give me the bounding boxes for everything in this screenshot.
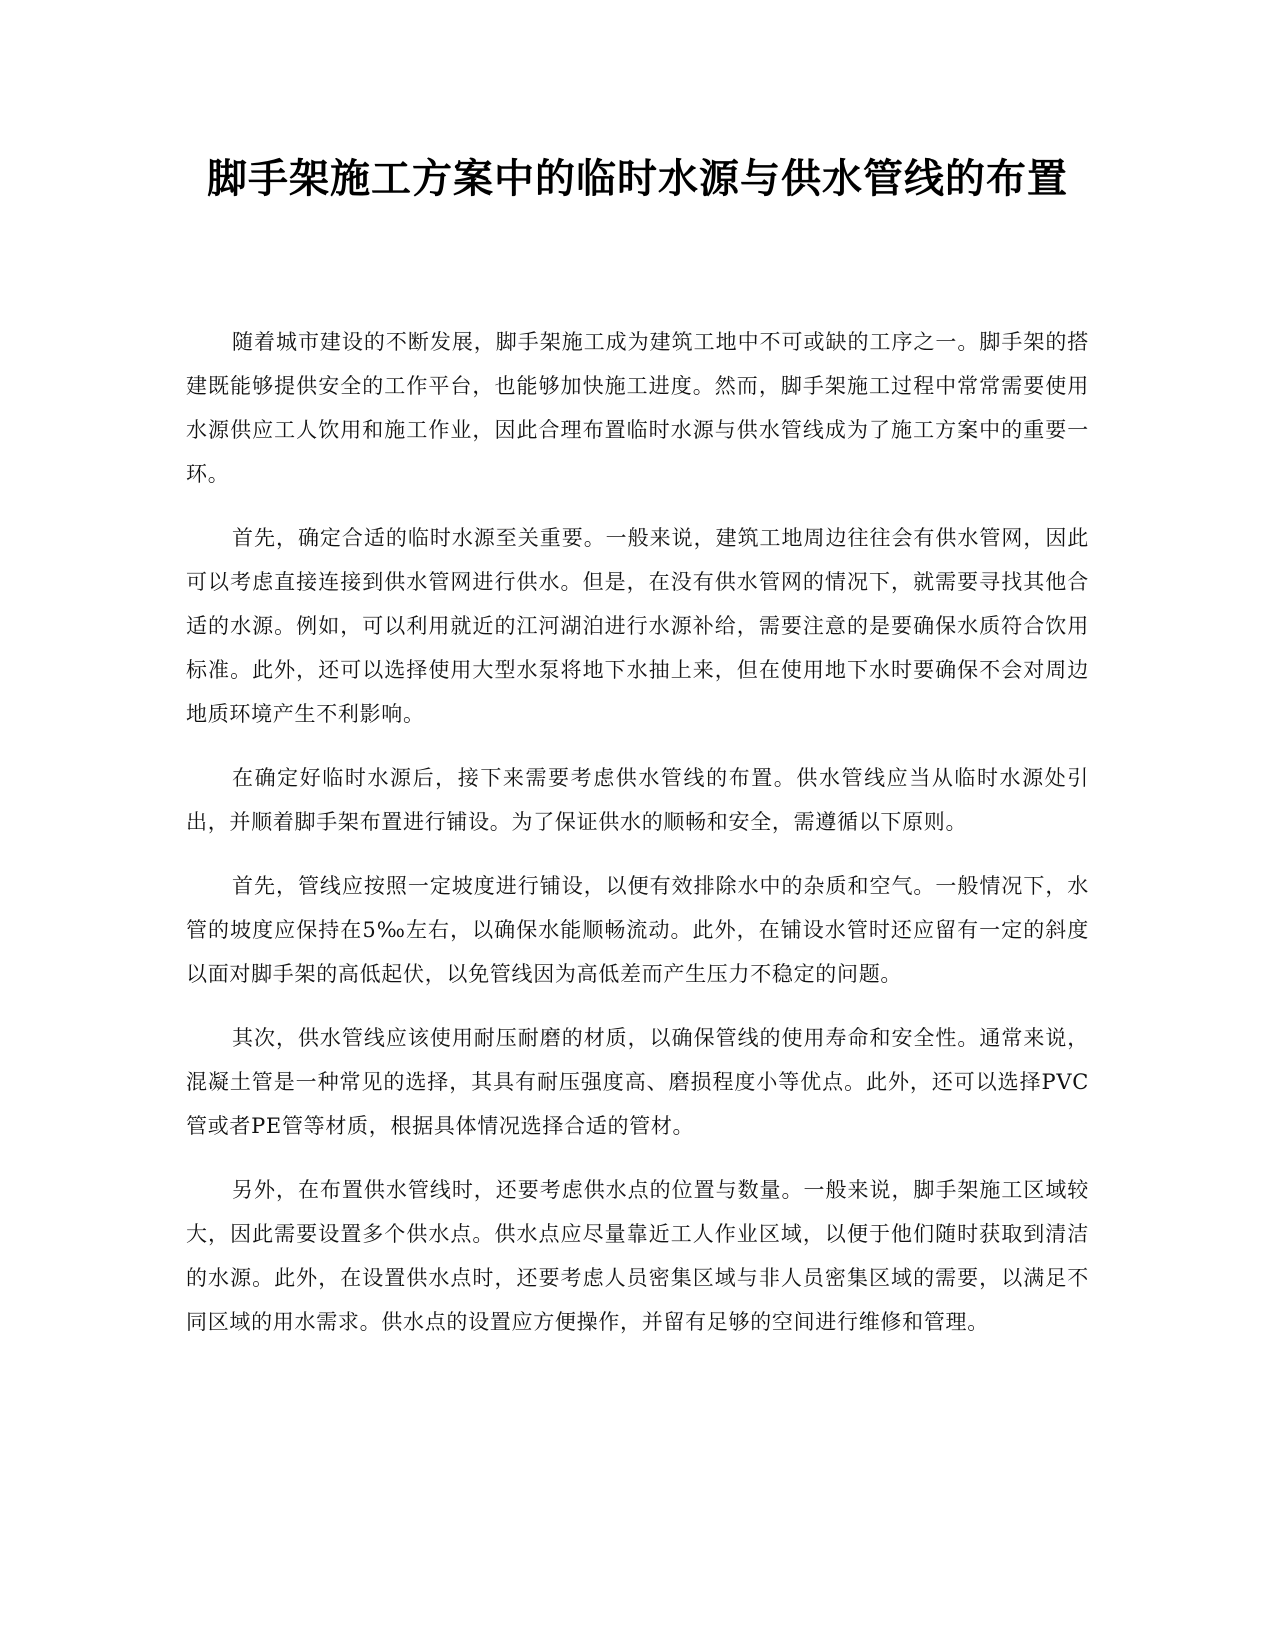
paragraph-6: 另外，在布置供水管线时，还要考虑供水点的位置与数量。一般来说，脚手架施工区域较大，因此需要设置多个供水点。供水点应尽量靠近工人作业区域，以便于他们随时获取到清洁的水源。此外，在设置供水点时，还要考虑人员密集区域与非人员密集区域的需要，以满足不同区域的用水需求。供水点的设置应方便操作，并留有足够的空间进行维修和管理。: [186, 1178, 1089, 1334]
paragraph-5: 其次，供水管线应该使用耐压耐磨的材质，以确保管线的使用寿命和安全性。通常来说，混凝土管是一种常见的选择，其具有耐压强度高、磨损程度小等优点。此外，还可以选择PVC管或者PE管等材质，根据具体情况选择合适的管材。: [186, 1026, 1089, 1138]
document-title: 脚手架施工方案中的临时水源与供水管线的布置: [207, 156, 1068, 202]
document-body: [186, 320, 1089, 1364]
paragraph-4: 首先，管线应按照一定坡度进行铺设，以便有效排除水中的杂质和空气。一般情况下，水管的坡度应保持在5‰左右，以确保水能顺畅流动。此外，在铺设水管时还应留有一定的斜度以面对脚手架的高低起伏，以免管线因为高低差而产生压力不稳定的问题。: [186, 874, 1089, 986]
paragraph-3: 在确定好临时水源后，接下来需要考虑供水管线的布置。供水管线应当从临时水源处引出，并顺着脚手架布置进行铺设。为了保证供水的顺畅和安全，需遵循以下原则。: [186, 766, 1089, 834]
paragraph-1: 随着城市建设的不断发展，脚手架施工成为建筑工地中不可或缺的工序之一。脚手架的搭建既能够提供安全的工作平台，也能够加快施工进度。然而，脚手架施工过程中常常需要使用水源供应工人饮用和施工作业，因此合理布置临时水源与供水管线成为了施工方案中的重要一环。: [186, 330, 1089, 486]
paragraph-2: 首先，确定合适的临时水源至关重要。一般来说，建筑工地周边往往会有供水管网，因此可以考虑直接连接到供水管网进行供水。但是，在没有供水管网的情况下，就需要寻找其他合适的水源。例如，可以利用就近的江河湖泊进行水源补给，需要注意的是要确保水质符合饮用标准。此外，还可以选择使用大型水泵将地下水抽上来，但在使用地下水时要确保不会对周边地质环境产生不利影响。: [186, 526, 1089, 726]
